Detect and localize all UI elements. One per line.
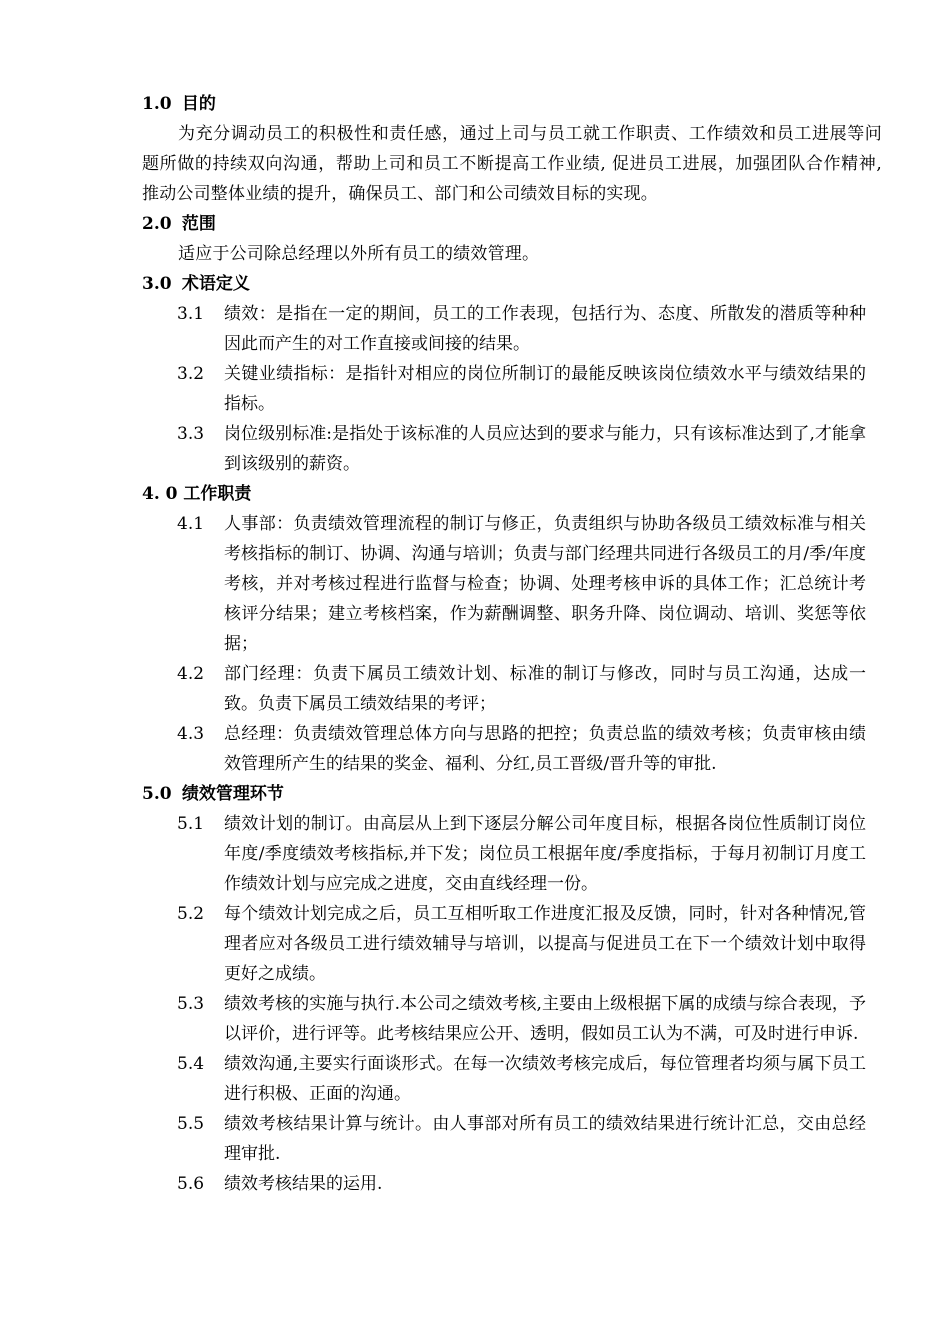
list-item	[142, 1169, 866, 1199]
item-number: 5.6	[177, 1174, 205, 1194]
section-title: 绩效管理环节	[181, 784, 284, 804]
item-text: 部门经理：负责下属员工绩效计划、标准的制订与修改，同时与员工沟通，达成一致。负责下属员工绩效结果的考评；	[224, 664, 866, 714]
item-number: 5.3	[177, 994, 205, 1014]
section-heading-purpose	[142, 89, 882, 119]
item-text: 绩效考核的实施与执行.本公司之绩效考核,主要由上级根据下属的成绩与综合表现，予以评价，进行评等。此考核结果应公开、透明，假如员工认为不满，可及时进行申诉.	[224, 994, 866, 1044]
item-text: 绩效沟通,主要实行面谈形式。在每一次绩效考核完成后，每位管理者均须与属下员工进行积极、正面的沟通。	[224, 1054, 866, 1104]
list-item	[142, 1109, 866, 1169]
document-body	[142, 89, 882, 1199]
section-heading-scope	[142, 209, 882, 239]
section-heading-process	[142, 779, 882, 809]
section-title: 工作职责	[183, 484, 252, 504]
item-text: 绩效考核结果计算与统计。由人事部对所有员工的绩效结果进行统计汇总，交由总经理审批.	[224, 1114, 866, 1164]
list-item	[142, 509, 866, 659]
section-paragraph: 为充分调动员工的积极性和责任感，通过上司与员工就工作职责、工作绩效和员工进展等问题所做的持续双向沟通，帮助上司和员工不断提高工作业绩, 促进员工进展，加强团队合作精神, 推动公司整体业绩的提升，确保员工、部门和公司绩效目标的实现。	[142, 124, 882, 204]
list-item	[142, 359, 866, 419]
item-number: 3.2	[177, 364, 205, 384]
list-item	[142, 989, 866, 1049]
item-number: 3.3	[177, 424, 205, 444]
section-number: 1.0	[142, 94, 172, 114]
item-number: 5.1	[177, 814, 205, 834]
list-item	[142, 299, 866, 359]
item-text: 人事部：负责绩效管理流程的制订与修正，负责组织与协助各级员工绩效标准与相关考核指标的制订、协调、沟通与培训；负责与部门经理共同进行各级员工的月/季/年度考核，并对考核过程进行监督与检查；协调、处理考核申诉的具体工作；汇总统计考核评分结果；建立考核档案，作为薪酬调整、职务升降、岗位调动、培训、奖惩等依据；	[224, 514, 866, 654]
list-item	[142, 899, 866, 989]
item-text: 绩效考核结果的运用.	[224, 1174, 383, 1194]
section-heading-responsibilities	[142, 479, 882, 509]
item-number: 4.3	[177, 724, 205, 744]
item-text: 绩效：是指在一定的期间，员工的工作表现，包括行为、态度、所散发的潜质等种种因此而产生的对工作直接或间接的结果。	[224, 304, 866, 354]
list-item	[142, 809, 866, 899]
item-text: 总经理：负责绩效管理总体方向与思路的把控；负责总监的绩效考核；负责审核由绩效管理所产生的结果的奖金、福利、分红,员工晋级/晋升等的审批.	[224, 724, 866, 774]
section-number: 2.0	[142, 214, 172, 234]
section-number: 3.0	[142, 274, 172, 294]
list-item	[142, 1049, 866, 1109]
list-item	[142, 719, 866, 779]
list-item	[142, 659, 866, 719]
item-number: 5.4	[177, 1054, 205, 1074]
item-number: 4.2	[177, 664, 205, 684]
item-number: 3.1	[177, 304, 205, 324]
section-paragraph: 适应于公司除总经理以外所有员工的绩效管理。	[178, 244, 540, 264]
item-number: 5.5	[177, 1114, 205, 1134]
list-item	[142, 419, 866, 479]
item-number: 5.2	[177, 904, 205, 924]
section-title: 术语定义	[181, 274, 250, 294]
section-heading-definitions	[142, 269, 882, 299]
section-number: 4. 0	[142, 484, 178, 504]
section-title: 目的	[181, 94, 216, 114]
item-number: 4.1	[177, 514, 205, 534]
item-text: 每个绩效计划完成之后，员工互相听取工作进度汇报及反馈，同时，针对各种情况,管理者应对各级员工进行绩效辅导与培训，以提高与促进员工在下一个绩效计划中取得更好之成绩。	[224, 904, 866, 984]
section-title: 范围	[181, 214, 216, 234]
item-text: 关键业绩指标：是指针对相应的岗位所制订的最能反映该岗位绩效水平与绩效结果的指标。	[224, 364, 866, 414]
item-text: 绩效计划的制订。由高层从上到下逐层分解公司年度目标，根据各岗位性质制订岗位年度/季度绩效考核指标,并下发；岗位员工根据年度/季度指标，于每月初制订月度工作绩效计划与应完成之进度，交由直线经理一份。	[224, 814, 866, 894]
item-text: 岗位级别标准:是指处于该标准的人员应达到的要求与能力，只有该标准达到了,才能拿到该级别的薪资。	[224, 424, 866, 474]
section-number: 5.0	[142, 784, 172, 804]
